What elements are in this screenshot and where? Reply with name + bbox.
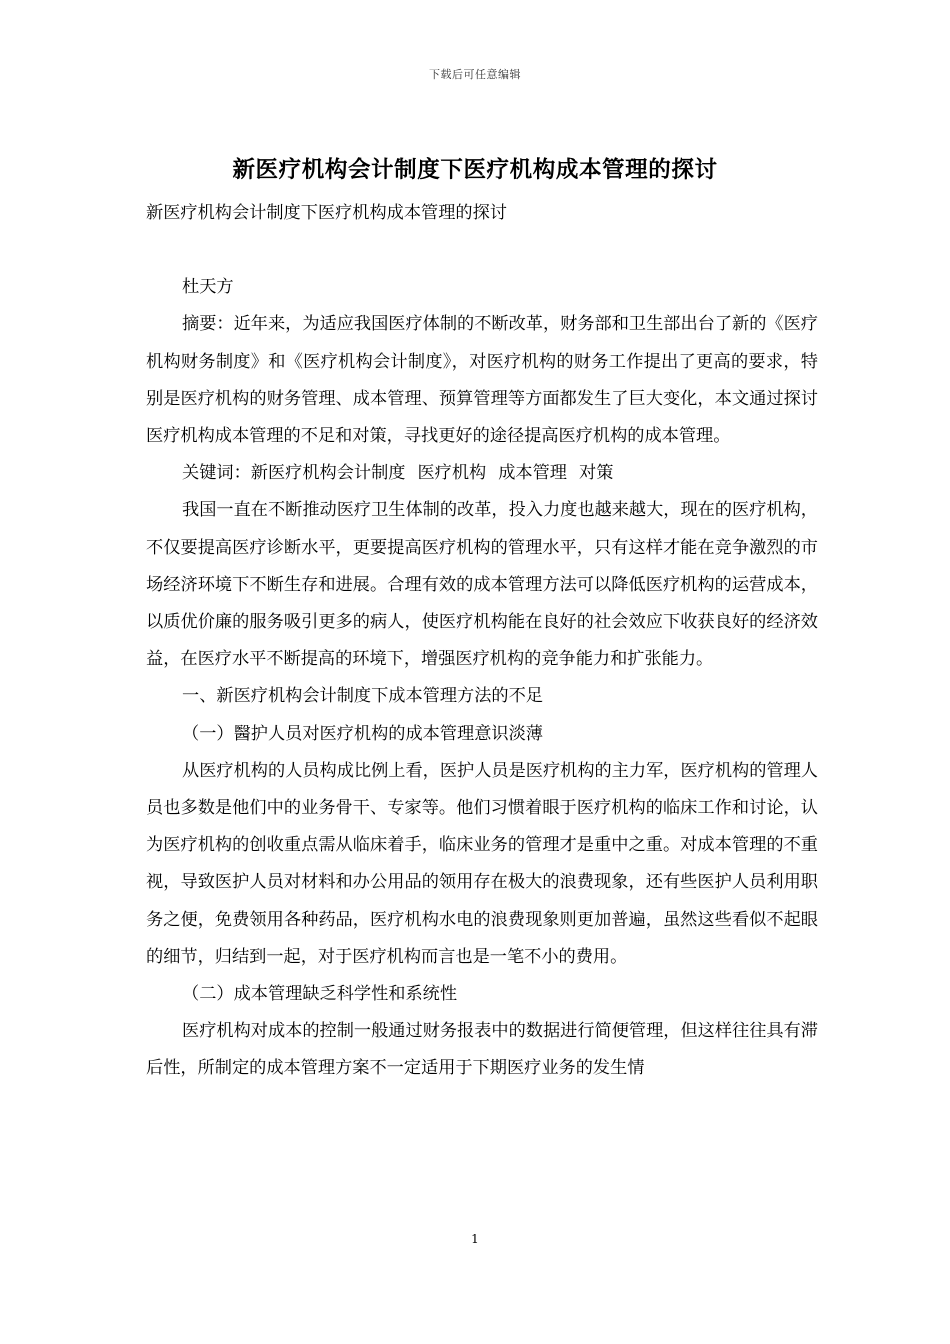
intro-paragraph: 我国一直在不断推动医疗卫生体制的改革，投入力度也越来越大，现在的医疗机构，不仅要提高医疗诊断水平，更要提高医疗机构的管理水平，只有这样才能在竞争激烈的市场经济环境下不断生存和进展。合理有效的成本管理方法可以降低医疗机构的运营成本，以质优价廉的服务吸引更多的病人，使医疗机构能在良好的社会效应下收获良好的经济效益，在医疗水平不断提高的环境下，增强医疗机构的竞争能力和扩张能力。 <box>146 500 818 670</box>
abstract-paragraph: 摘要：近年来，为适应我国医疗体制的不断改革，财务部和卫生部出台了新的《医疗机构财务制度》和《医疗机构会计制度》，对医疗机构的财务工作提出了更高的要求，特别是医疗机构的财务管理、成本管理、预算管理等方面都发生了巨大变化，本文通过探讨医疗机构成本管理的不足和对策，寻找更好的途径提高医疗机构的成本管理。 <box>146 314 818 447</box>
body-paragraph: 从医疗机构的人员构成比例上看，医护人员是医疗机构的主力军，医疗机构的管理人员也多数是他们中的业务骨干、专家等。他们习惯着眼于医疗机构的临床工作和讨论，认为医疗机构的创收重点需从临床着手，临床业务的管理才是重中之重。对成本管理的不重视，导致医护人员对材料和办公用品的领用存在极大的浪费现象，还有些医护人员利用职务之便，免费领用各种药品，医疗机构水电的浪费现象则更加普遍，虽然这些看似不起眼的细节，归结到一起，对于医疗机构而言也是一笔不小的费用。 <box>146 760 818 967</box>
subsection-heading: （一）醫护人员对医疗机构的成本管理意识淡薄 <box>182 723 543 744</box>
page-number: 1 <box>471 1232 479 1246</box>
keyword-item: 对策 <box>579 463 614 484</box>
document-title: 新医疗机构会计制度下医疗机构成本管理的探讨 <box>232 157 718 183</box>
header-note: 下载后可任意编辑 <box>429 68 521 81</box>
keywords-label: 关键词： <box>182 463 251 484</box>
document-body <box>146 195 818 1088</box>
author: 杜天方 <box>182 277 234 298</box>
keywords-line <box>146 455 818 492</box>
subtitle: 新医疗机构会计制度下医疗机构成本管理的探讨 <box>146 203 507 223</box>
section-heading: 一、新医疗机构会计制度下成本管理方法的不足 <box>182 686 543 707</box>
keyword-item: 新医疗机构会计制度 <box>250 463 406 484</box>
keyword-item: 医疗机构 <box>417 463 487 484</box>
body-paragraph: 医疗机构对成本的控制一般通过财务报表中的数据进行简便管理，但这样往往具有滞后性，所制定的成本管理方案不一定适用于下期医疗业务的发生情 <box>146 1021 818 1079</box>
subsection-heading: （二）成本管理缺乏科学性和系统性 <box>182 984 458 1005</box>
blank-line <box>146 232 818 269</box>
keyword-item: 成本管理 <box>498 463 567 484</box>
